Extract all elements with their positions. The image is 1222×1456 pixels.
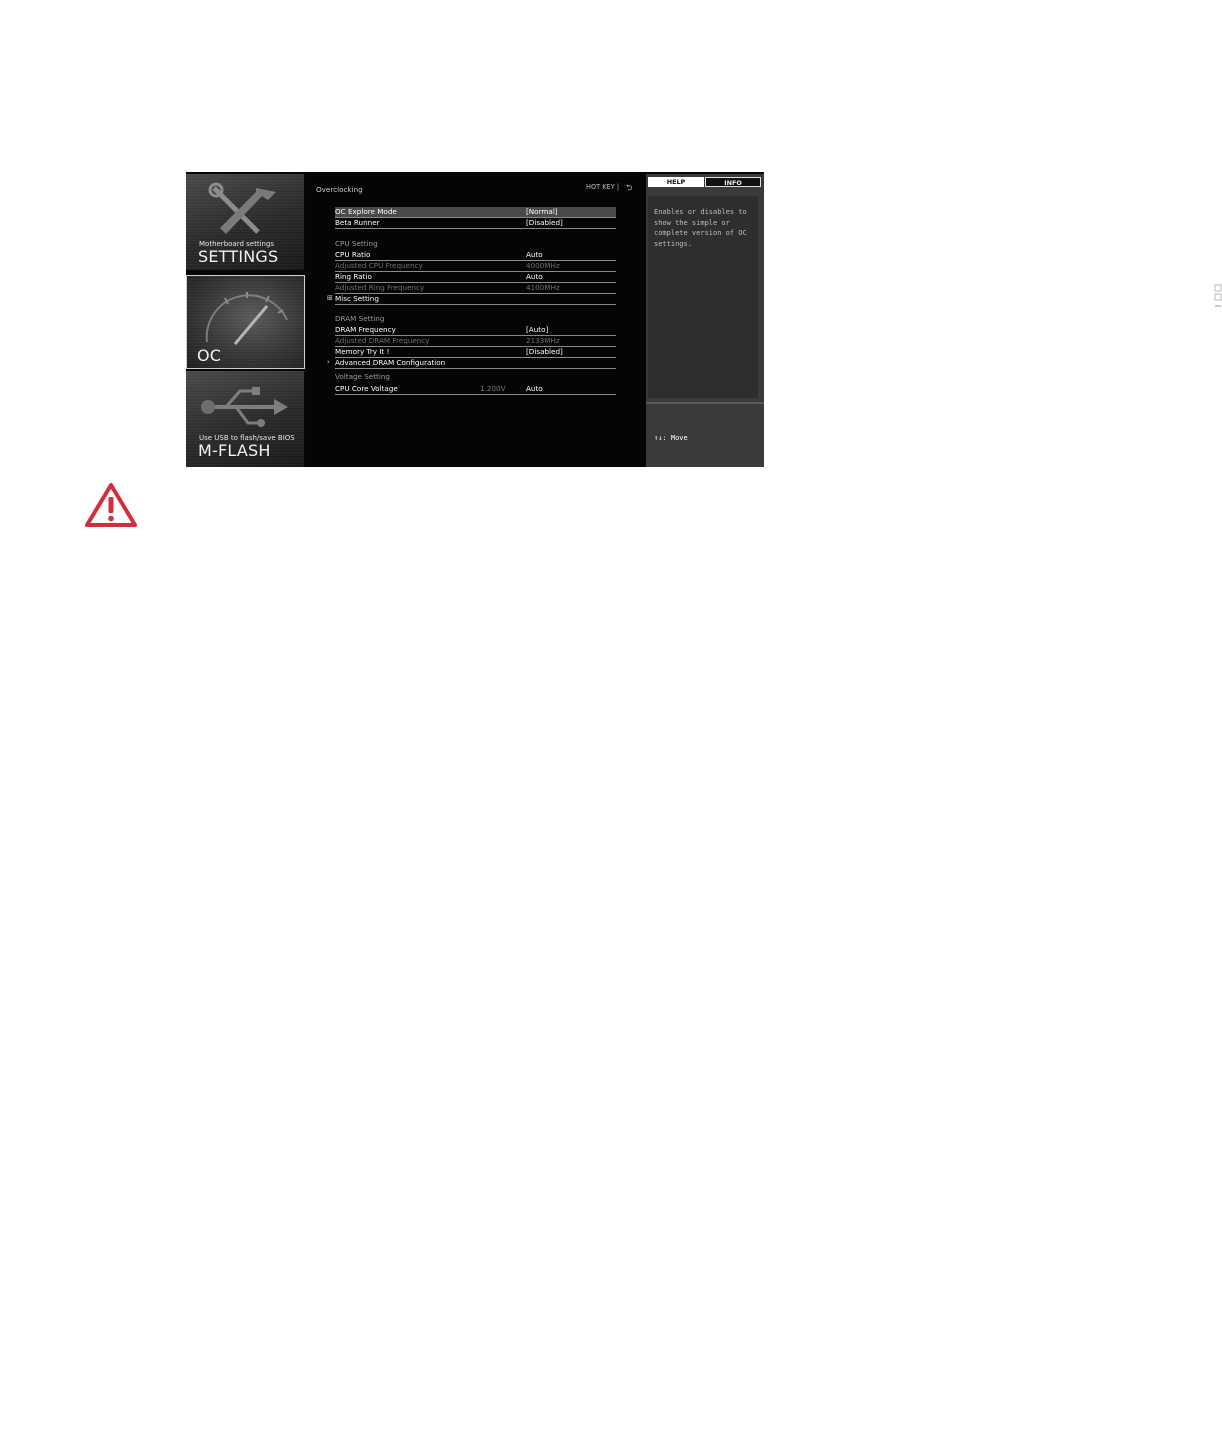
row-beta-runner[interactable] [335,218,616,229]
mflash-subtitle: Use USB to flash/save BIOS [199,434,295,442]
panel-handle-icon[interactable] [1214,284,1222,312]
warning-triangle-icon [84,482,138,528]
key-group-jump: →←: Group Jump [654,465,714,474]
row-label: Memory Try It ! [335,347,390,356]
help-panel [646,174,764,572]
chevron-right-icon[interactable]: › [327,358,330,366]
row-label: DRAM Frequency [335,325,396,334]
tools-icon [206,182,286,242]
row-label: Misc Setting [335,294,379,303]
row-value: Auto [526,272,543,281]
main-panel [306,172,645,467]
mflash-title: M-FLASH [198,441,271,460]
bios-screen [186,172,764,572]
oc-title: OC [197,346,222,365]
row-label: Adjusted Ring Frequency [335,283,425,292]
row-memory-try-it[interactable] [335,347,616,358]
row-label: Beta Runner [335,218,380,227]
tab-help[interactable]: HELP [648,177,704,187]
nav-settings[interactable] [186,174,304,270]
row-dram-frequency[interactable] [335,325,616,336]
row-value: [Normal] [526,207,558,216]
row-adjusted-cpu-frequency [335,261,616,272]
settings-title: SETTINGS [198,247,279,266]
row-label: CPU Ratio [335,250,371,259]
help-description: Enables or disables to show the simple or complete version of OC settings. [654,208,747,248]
row-label: Advanced DRAM Configuration [335,358,446,367]
row-value: Auto [526,384,543,393]
row-label: Ring Ratio [335,272,372,281]
row-advanced-dram-configuration[interactable] [335,358,616,369]
settings-subtitle: Motherboard settings [199,240,275,248]
row-value: [Disabled] [526,347,563,356]
key-general-help: F1: General Help [654,563,722,572]
row-label: CPU Core Voltage [335,384,398,393]
key-move: ↑↓: Move [654,433,688,442]
row-adjusted-ring-frequency [335,283,616,294]
row-current-value: 1.200V [480,384,506,393]
section-cpu: CPU Setting [335,239,378,248]
row-value: [Auto] [526,325,549,334]
section-voltage: Voltage Setting [335,372,390,381]
row-value: Auto [526,250,543,259]
nav-mflash[interactable] [186,371,304,467]
nav-oc[interactable] [186,275,305,369]
row-value: 2133MHz [526,336,560,345]
row-label: Adjusted DRAM Frequency [335,336,430,345]
row-value: 4000MHz [526,261,560,270]
gauge-icon [195,280,295,350]
row-adjusted-dram-frequency [335,336,616,347]
tab-info[interactable]: INFO [705,177,761,187]
row-oc-explore-mode[interactable] [335,207,616,218]
page-title: Overclocking [316,185,363,194]
row-misc-setting[interactable] [335,294,616,305]
usb-icon [196,377,292,437]
key-value: +/-: Value [654,530,697,539]
key-select: Enter: Select [654,498,709,507]
row-label: Adjusted CPU Frequency [335,261,423,270]
row-ring-ratio[interactable] [335,272,616,283]
expand-plus-icon[interactable]: ⊞ [327,294,333,302]
row-cpu-ratio[interactable] [335,250,616,261]
help-tabs [648,177,761,187]
section-dram: DRAM Setting [335,314,385,323]
row-value: [Disabled] [526,218,563,227]
row-label: OC Explore Mode [335,207,397,216]
back-arrow-icon[interactable]: ⮌ [626,183,633,192]
row-value: 4100MHz [526,283,560,292]
help-divider [646,402,764,404]
key-legend [654,411,721,595]
row-cpu-core-voltage[interactable] [335,384,616,395]
hotkey-button[interactable]: HOT KEY | [586,183,620,191]
